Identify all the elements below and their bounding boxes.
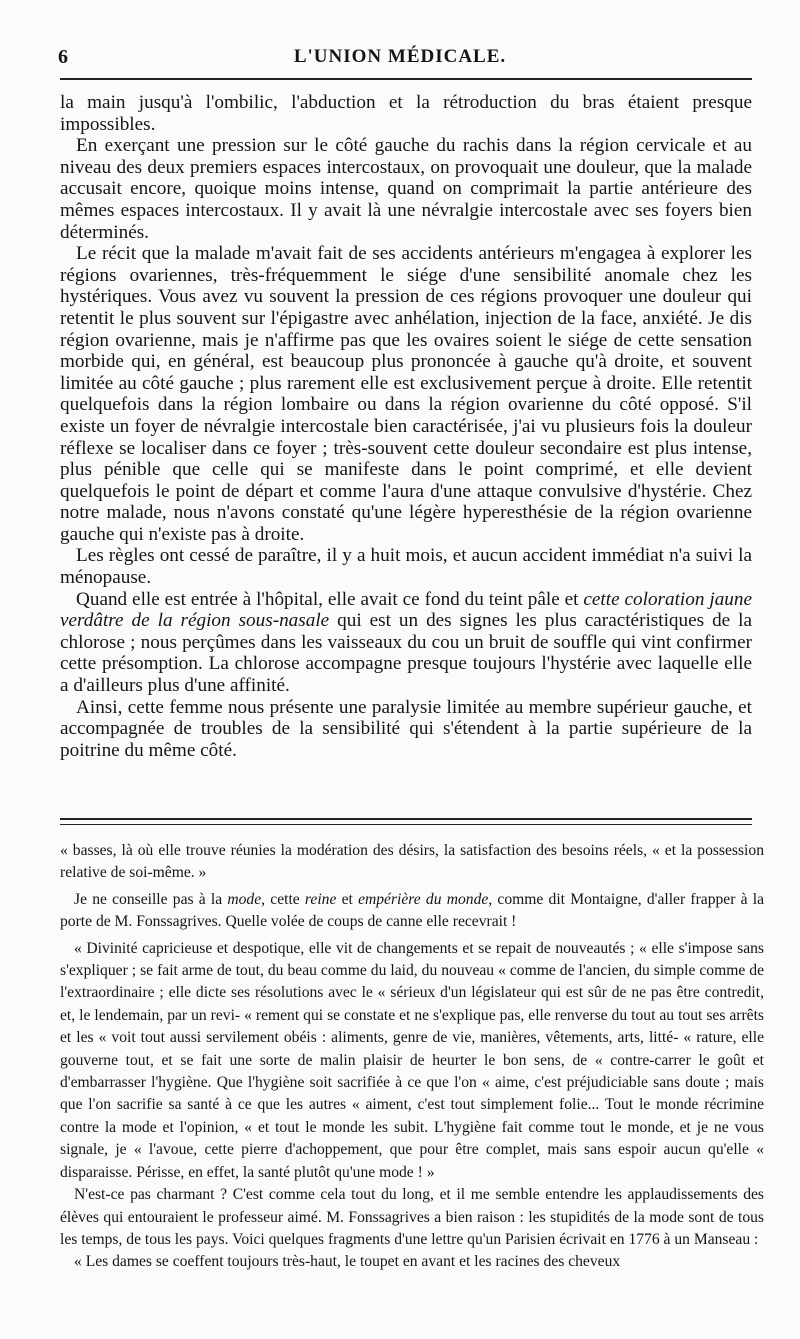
page-header — [0, 40, 800, 74]
feuilleton-text — [60, 840, 764, 1274]
text-run: cette — [265, 890, 305, 908]
paragraph: N'est-ce pas charmant ? C'est comme cela tout du long, et il me semble entendre les applaudissements des élèves qui entouraient le professeur aimé. M. Fonssagrives a bien raison : les stupidités de la mode sont de tous les temps, de tous les pays. Voici quelques fragments d'une lettre qu'un Parisien écrivait en 1776 à un Manseau : — [60, 1186, 764, 1248]
header-rule — [60, 78, 752, 80]
running-title: L'UNION MÉDICALE. — [293, 46, 507, 67]
italic-phrase: empérière du monde, — [358, 890, 493, 908]
main-article — [60, 92, 752, 761]
text-run: et — [336, 890, 359, 908]
italic-phrase: cette coloration jaune verdâtre de la région sous-nasale — [60, 588, 752, 632]
paragraph: Les règles ont cessé de paraître, il y a huit mois, et aucun accident immédiat n'a suivi la ménopause. — [60, 545, 752, 589]
feuilleton-separator — [60, 818, 752, 825]
paragraph: Le récit que la malade m'avait fait de ses accidents antérieurs m'engagea à explorer les régions ovariennes, très-fréquemment le siége d'une sensibilité anomale chez les hystériques. Vous avez vu souvent la pression de ces régions provoquer une douleur qui retentit le plus souvent sur l'épigastre avec anhélation, injection de la face, anxiété. Je dis région ovarienne, mais je n'affirme pas que les ovaires soient le siége de cette sensation morbide qui, en général, est beaucoup plus prononcée à gauche qu'à droite, et souvent limitée au côté gauche ; plus rarement elle est exclusivement perçue à droite. Elle retentit quelquefois dans la région lombaire ou dans la région ovarienne du côté opposé. S'il existe un foyer de névralgie intercostale bien caractérisée, j'ai vu plusieurs fois la douleur réflexe se localiser dans ce foyer ; très-souvent cette douleur secondaire est plus intense, plus pénible que celle qui se manifeste dans le point comprimé, et elle devient quelquefois le point de départ et comme l'aura d'une attaque convulsive d'hystérie. Chez notre malade, nous n'avons constaté qu'une légère hyperesthésie de la région ovarienne gauche qui n'existe pas à droite. — [60, 243, 752, 545]
text-run: comme dit Montaigne, d'aller frapper à la porte de M. Fonssagrives. Quelle volée de coups de canne elle recevrait ! — [60, 890, 765, 931]
paragraph: la main jusqu'à l'ombilic, l'abduction et la rétroduction du bras étaient presque impossibles. — [60, 92, 752, 135]
quote-paragraph: « Les dames se coeffent toujours très-haut, le toupet en avant et les racines des cheveux — [74, 1253, 621, 1271]
text-run: Je ne conseille pas à la — [74, 890, 228, 908]
text-run: Quand elle est entrée à l'hôpital, elle avait ce fond du teint pâle et — [76, 588, 584, 610]
quote-paragraph: « basses, là où elle trouve réunies la modération des désirs, la satisfaction des besoins réels, « et la possession relative de soi-même. » — [60, 842, 764, 882]
page-number: 6 — [58, 46, 68, 68]
paragraph — [60, 589, 752, 697]
paragraph: En exerçant une pression sur le côté gauche du rachis dans la région cervicale et au niveau des deux premiers espaces intercostaux, on provoquait une douleur, que la malade accusait encore, quoique moins intense, quand on comprimait la partie antérieure des mêmes espaces intercostaux. Il y avait là une névralgie intercostale avec ses foyers bien déterminés. — [60, 135, 752, 243]
italic-word: reine — [304, 890, 337, 908]
quote-paragraph: « Divinité capricieuse et despotique, elle vit de changements et se repait de nouveautés ; « elle s'impose sans s'expliquer ; se fait arme de tout, du beau comme du laid, du nouveau « comme de l'ancien, du simple comme de l'extraordinaire ; elle dicte ses résolutions avec le « sérieux d'un législateur qui est sûr de ne pas être contredit, et, le lendemain, par un revi- « rement qui se constate et ne s'explique pas, elle renverse du tout au tout ses arrêts et les « voit tout aussi servilement obéis : aliments, genre de vie, manières, vêtements, arts, litté- « rature, elle gouverne tout, et se fait une sorte de malin plaisir de heurter le bon sens, de « contre-carrer le goût et d'embarrasser l'hygiène. Que l'hygiène soit sacrifiée à ce que l'on « aime, c'est préjudiciable sans doute ; mais que l'on sacrifie sa santé à ce que les autres « aiment, c'est tout simplement folie... Tout le monde récrimine contre la mode et l'opinion, « et tout le monde les subit. L'hygiène fait comme tout le monde, et je ne vous signale, je « l'avoue, cette pierre d'achoppement, que pour être complet, mais sans espoir aucun qu'elle « disparaisse. Périsse, en effet, la santé plutôt qu'une mode ! » — [60, 939, 764, 1181]
italic-word: mode, — [227, 890, 266, 908]
paragraph: Ainsi, cette femme nous présente une paralysie limitée au membre supérieur gauche, et accompagnée de troubles de la sensibilité qui s'étendent à la partie supérieure de la poitrine du même côté. — [60, 696, 752, 761]
paragraph — [60, 889, 764, 934]
text-run: qui est un des signes les plus caractéristiques de la chlorose ; nous perçûmes dans les vaisseaux du cou un bruit de souffle qui vint confirmer cette présomption. La chlorose accompagne presque toujours l'hystérie avec laquelle elle a d'ailleurs plus d'une affinité. — [60, 610, 752, 697]
